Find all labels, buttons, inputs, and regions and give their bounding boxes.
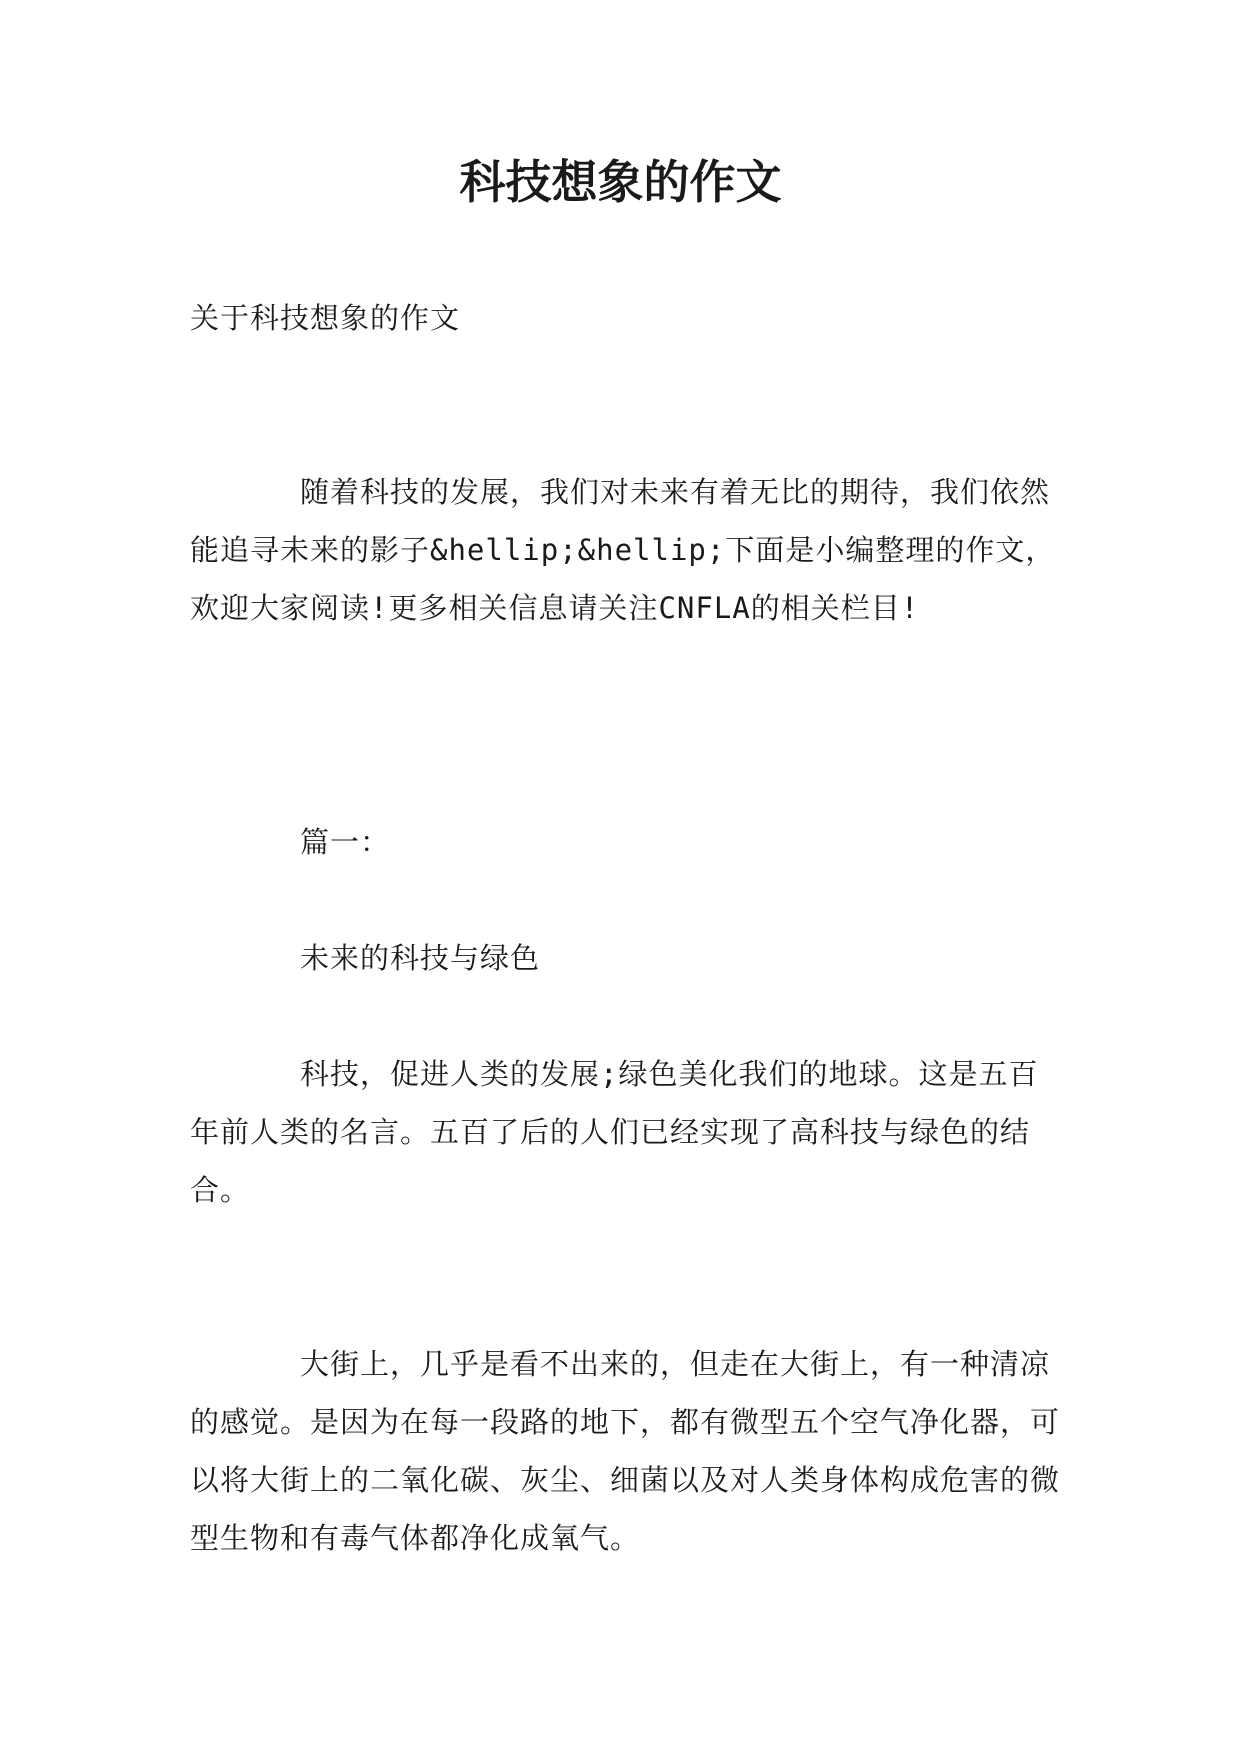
document-title: 科技想象的作文 (459, 155, 782, 209)
body-paragraph: 科技，促进人类的发展;绿色美化我们的地球。这是五百年前人类的名言。五百了后的人们已经实现了高科技与绿色的结合。 (190, 1057, 1039, 1207)
section-label: 篇一： (300, 825, 391, 859)
body-paragraph: 大街上，几乎是看不出来的，但走在大街上，有一种清凉的感觉。是因为在每一段路的地下，都有微型五个空气净化器，可以将大街上的二氧化碳、灰尘、细菌以及对人类身体构成危害的微型生物和有毒气体都净化成氧气。 (190, 1347, 1061, 1555)
intro-paragraph: 随着科技的发展，我们对未来有着无比的期待，我们依然能追寻未来的影子&hellip;&hellip;下面是小编整理的作文，欢迎大家阅读!更多相关信息请关注CNFLA的相关栏目! (190, 475, 1056, 625)
document-subtitle: 关于科技想象的作文 (190, 301, 461, 335)
essay-title: 未来的科技与绿色 (300, 941, 541, 975)
